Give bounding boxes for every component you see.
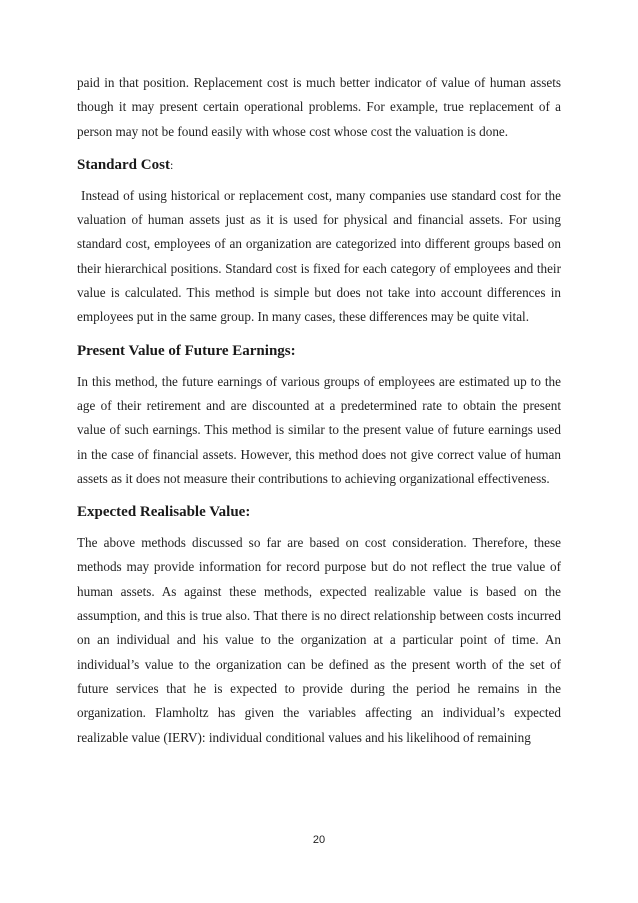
page-number: 20 [312, 834, 326, 846]
present-value-heading: Present Value of Future Earnings: [77, 342, 296, 359]
expected-value-heading: Expected Realisable Value: [77, 504, 251, 521]
intro-paragraph: paid in that position. Replacement cost is much better indicator of value of human assets though it may present certain operational problems. For example, true replacement of a person may not be found easily with whose cost whose cost the valuation is done. [77, 75, 561, 139]
standard-cost-heading-colon: : [169, 157, 174, 172]
expected-value-paragraph: The above methods discussed so far are based on cost consideration. Therefore, these methods may provide information for record purpose but do not reflect the true value of human assets. As against these methods, expected realizable value is based on the assumption, and this is true also. That there is no direct relationship between costs incurred on an individual and his value to the organization at a particular point of time. An individual’s value to the organization can be defined as the present worth of the set of future services that he is expected to provide during the period he remains in the organization. Flamholtz has given the variables affecting an individual’s expected realizable value (IERV): individual conditional values and his likelihood of remaining [77, 535, 561, 745]
standard-cost-paragraph: Instead of using historical or replacement cost, many companies use standard cost for the valuation of human assets just as it is used for physical and financial assets. For using standard cost, employees of an organization are categorized into different groups based on their hierarchical positions. Standard cost is fixed for each category of employees and their value is calculated. This method is simple but does not take into account differences in employees put in the same group. In many cases, these differences may be quite vital. [77, 187, 565, 325]
standard-cost-heading [77, 154, 561, 176]
document-page [77, 71, 565, 750]
present-value-paragraph: In this method, the future earnings of various groups of employees are estimated up to the age of their retirement and are discounted at a predetermined rate to obtain the present value of such earnings. This method is similar to the present value of future earnings used in the case of financial assets. However, this method does not give correct value of human assets as it does not measure their contributions to achieving organizational effectiveness. [77, 373, 561, 486]
standard-cost-heading-text: Standard Cost [77, 156, 170, 173]
